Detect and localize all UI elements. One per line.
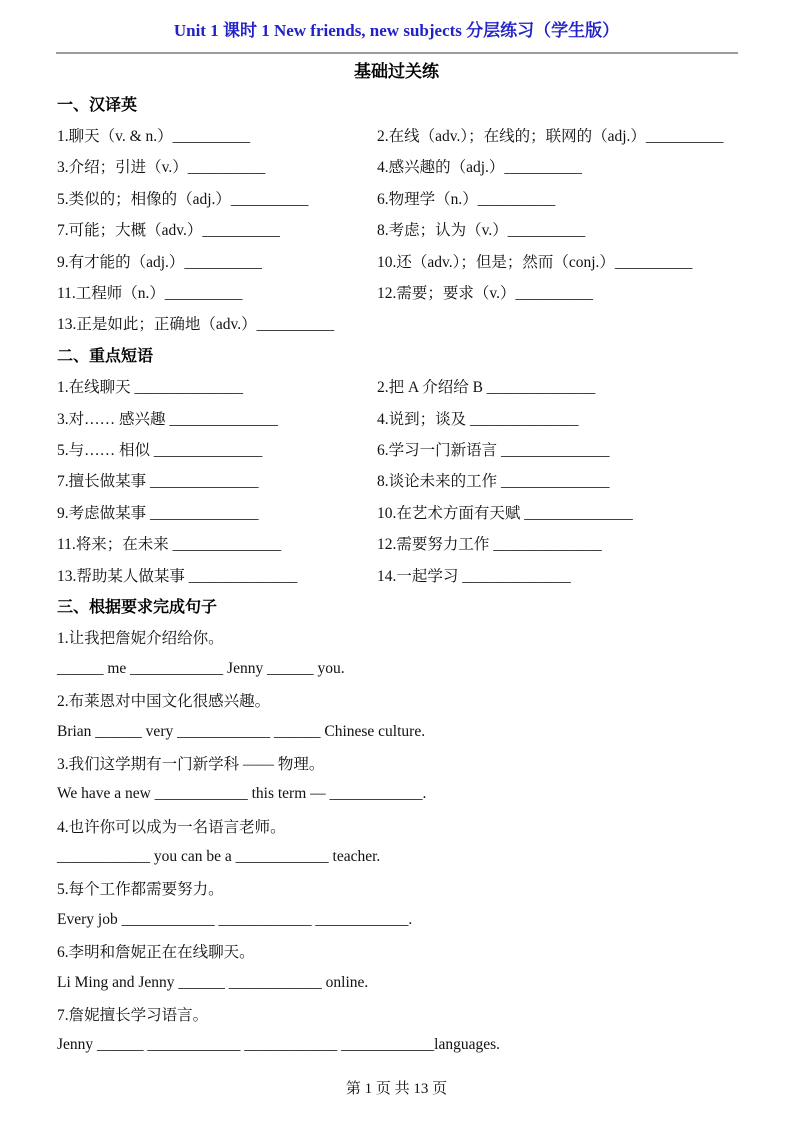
header-divider xyxy=(56,52,738,54)
phrase-item: 12.需要努力工作 ______________ xyxy=(377,536,602,554)
phrase-item: 1.在线聊天 ______________ xyxy=(57,379,244,397)
vocab-row xyxy=(57,151,757,182)
fill-blank-line: Brian ______ very ____________ ______ Chinese culture. xyxy=(57,722,426,740)
phrase-row xyxy=(57,559,757,590)
vocab-row xyxy=(57,276,757,307)
sentence-line: 3.我们这学期有一门新学科 —— 物理。 xyxy=(57,755,325,773)
vocab-item: 1.聊天（v. & n.）__________ xyxy=(57,128,251,146)
sentence-line: 2.布莱恩对中国文化很感兴趣。 xyxy=(57,693,271,711)
vocab-item: 4.感兴趣的（adj.）__________ xyxy=(377,159,582,177)
fill-blank-line: ____________ you can be a ____________ teacher. xyxy=(57,848,381,866)
phrase-item: 8.谈论未来的工作 ______________ xyxy=(377,473,610,491)
phrase-row xyxy=(57,527,757,558)
sentence-line: 5.每个工作都需要努力。 xyxy=(57,881,224,899)
phrase-item: 11.将来；在未来 ______________ xyxy=(57,536,282,554)
vocab-item: 6.物理学（n.）__________ xyxy=(377,190,556,208)
phrase-item: 10.在艺术方面有天赋 ______________ xyxy=(377,504,633,522)
section-banner: 基础过关练 xyxy=(354,62,439,81)
sentence-line: 4.也许你可以成为一名语言老师。 xyxy=(57,818,286,836)
phrase-item: 7.擅长做某事 ______________ xyxy=(57,473,259,491)
sentence-line: 7.詹妮擅长学习语言。 xyxy=(57,1007,209,1025)
phrase-row xyxy=(57,433,757,464)
section1-heading: 一、汉译英 xyxy=(57,97,138,115)
phrase-row xyxy=(57,496,757,527)
vocab-row xyxy=(57,214,757,245)
vocab-item: 5.类似的；相像的（adj.）__________ xyxy=(57,190,309,208)
phrase-row xyxy=(57,465,757,496)
phrase-item: 2.把 A 介绍给 B ______________ xyxy=(377,379,596,397)
vocab-item: 2.在线（adv.）；在线的；联网的（adj.）__________ xyxy=(377,128,724,146)
worksheet-body xyxy=(0,88,793,1061)
phrase-item: 13.帮助某人做某事 ______________ xyxy=(57,567,298,585)
phrase-item: 5.与…… 相似 ______________ xyxy=(57,441,263,459)
phrase-item: 9.考虑做某事 ______________ xyxy=(57,504,259,522)
phrase-item: 3.对…… 感兴趣 ______________ xyxy=(57,410,278,428)
phrase-row xyxy=(57,371,757,402)
vocab-row xyxy=(57,119,757,150)
vocab-item: 11.工程师（n.）__________ xyxy=(57,285,243,303)
vocab-item: 13.正是如此；正确地（adv.）__________ xyxy=(57,316,335,334)
vocab-row xyxy=(57,182,757,213)
vocab-row xyxy=(57,308,757,339)
vocab-item: 10.还（adv.）；但是；然而（conj.）__________ xyxy=(377,253,693,271)
fill-blank-line: Jenny ______ ____________ ____________ ____________languages. xyxy=(57,1036,501,1054)
sentence-line: 6.李明和詹妮正在在线聊天。 xyxy=(57,944,255,962)
section2-heading: 二、重点短语 xyxy=(57,348,154,366)
fill-blank-line: Li Ming and Jenny ______ ____________ online. xyxy=(57,973,369,991)
fill-blank-line: ______ me ____________ Jenny ______ you. xyxy=(57,659,345,677)
page-number: 第 1 页 共 13 页 xyxy=(345,1081,448,1097)
vocab-item: 8.考虑；认为（v.）__________ xyxy=(377,222,586,240)
phrase-row xyxy=(57,402,757,433)
section3-heading: 三、根据要求完成句子 xyxy=(57,599,218,617)
vocab-item: 12.需要；要求（v.）__________ xyxy=(377,285,593,303)
page-title: Unit 1 课时 1 New friends, new subjects 分层练习（学生版） xyxy=(173,21,620,40)
sentence-line: 1.让我把詹妮介绍给你。 xyxy=(57,630,224,648)
phrase-item: 14.一起学习 ______________ xyxy=(377,567,571,585)
vocab-row xyxy=(57,245,757,276)
phrase-item: 6.学习一门新语言 ______________ xyxy=(377,441,610,459)
vocab-item: 3.介绍；引进（v.）__________ xyxy=(57,159,266,177)
fill-blank-line: Every job ____________ ____________ ____________. xyxy=(57,910,413,928)
fill-blank-line: We have a new ____________ this term — ____________. xyxy=(57,785,427,803)
vocab-item: 7.可能；大概（adv.）__________ xyxy=(57,222,280,240)
vocab-item: 9.有才能的（adj.）__________ xyxy=(57,253,262,271)
phrase-item: 4.说到；谈及 ______________ xyxy=(377,410,579,428)
